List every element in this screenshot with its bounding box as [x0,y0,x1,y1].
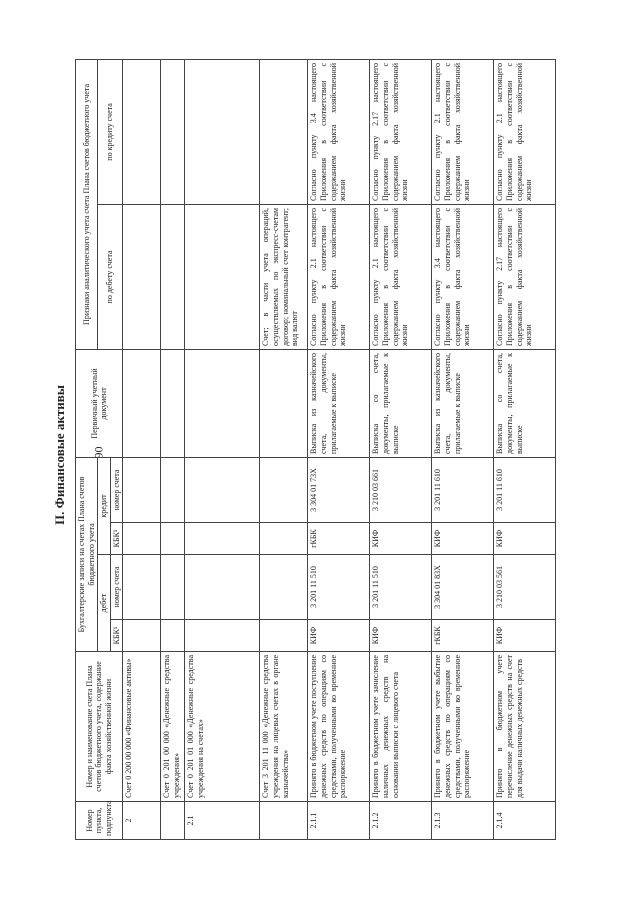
cell-c-kbk [260,523,308,555]
cell-c-kbk [123,523,161,555]
cell-an-d [123,204,161,349]
cell-desc: Счет 3 201 11 000 «Денежные средства учреждения на лицевых счетах в органе казначейства» [260,652,308,802]
cell-c-kbk: КИФ [432,523,494,555]
cell-doc: Выписка из казначейского счета, документы, прилагаемые к выписке [308,349,370,457]
cell-num: 2.1 [185,802,260,840]
cell-d-kbk: КИФ [308,620,370,652]
section-title: II. Финансовые активы [52,385,67,525]
cell-desc: Счет 0 200 00 000 «Финансовые активы» [123,652,161,802]
cell-doc [260,349,308,457]
cell-an-d: Счет; в части учета операций, осуществляемых по экспресс-счетам договор; номинальный счет контрагент; вид валют [260,204,308,349]
cell-an-d: Согласно пункту 2.1 настоящего Приложения в соответствии с содержанием факта хозяйственной жизни [370,204,432,349]
cell-c-acc [260,457,308,522]
cell-d-acc: 3 210 03 561 [494,555,556,620]
cell-an-c [161,59,185,204]
cell-c-acc: 3 210 03 661 [370,457,432,522]
cell-num: 2.1.4 [494,802,556,840]
cell-an-d: Согласно пункту 3.4 настоящего Приложения в соответствии с содержанием факта хозяйственной жизни [432,204,494,349]
cell-desc: Принято в бюджетном учете перечисление денежных средств на счет для выдачи наличных денежных средств [494,652,556,802]
cell-c-acc: 3 304 01 73Х [308,457,370,522]
cell-num: 2 [123,802,161,840]
cell-c-acc: 3 201 11 610 [494,457,556,522]
header-credit: кредит [98,457,111,554]
cell-desc: Принято в бюджетном учете выбытие денежных средств по операциям со средствами, полученными во временное распоряжение [432,652,494,802]
cell-c-kbk [161,523,185,555]
cell-d-acc: 3 201 11 510 [370,555,432,620]
cell-d-acc [161,555,185,620]
cell-an-c: Согласно пункту 2.17 настоящего Приложения в соответствии с содержанием факта хозяйственной жизни [370,59,432,204]
cell-an-c: Согласно пункту 2.1 настоящего Приложения в соответствии с содержанием факта хозяйственной жизни [494,59,556,204]
cell-an-d [185,204,260,349]
header-by-debit: по дебету счета [98,204,123,349]
cell-an-c [123,59,161,204]
header-debit-kbk: КБК¹ [110,620,123,652]
header-account: Номер и наименование счета Плана счетов бюджетного учета, содержание факта хозяйственной жизни [76,652,123,802]
cell-doc [161,349,185,457]
cell-desc: Принято в бюджетном учете поступление денежных средств по операциям со средствами, полученными во временное распоряжение [308,652,370,802]
header-debit-acc: номер счета [110,555,123,620]
cell-doc: Выписка из казначейского счета, документы, прилагаемые к выписке [432,349,494,457]
table-row [260,59,308,839]
cell-d-kbk [185,620,260,652]
cell-d-acc [185,555,260,620]
cell-d-acc [260,555,308,620]
header-credit-acc: номер счета [110,457,123,522]
table-row [308,59,370,839]
header-primary-doc: Первичный учетный документ [76,349,123,457]
cell-doc [185,349,260,457]
cell-c-kbk: КИФ [370,523,432,555]
table-row [370,59,432,839]
cell-an-c: Согласно пункту 3.4 настоящего Приложения в соответствии с содержанием факта хозяйственной жизни [308,59,370,204]
cell-an-d: Согласно пункту 2.17 настоящего Приложения в соответствии с содержанием факта хозяйственной жизни [494,204,556,349]
header-debit: дебет [98,555,111,652]
accounting-table [75,59,556,840]
cell-num: 2.1.3 [432,802,494,840]
cell-c-kbk: гКБК [308,523,370,555]
header-by-credit: по кредиту счета [98,59,123,204]
page-number: 90 [91,446,106,459]
table-row [494,59,556,839]
cell-num: 2.1.1 [308,802,370,840]
cell-c-kbk: КИФ [494,523,556,555]
header-credit-kbk: КБК¹ [110,523,123,555]
cell-desc: Счет 0 201 00 000 «Денежные средства учреждения» [161,652,185,802]
table-row [123,59,161,839]
cell-d-kbk [123,620,161,652]
accounting-table-rotated [75,60,575,840]
cell-d-kbk: КИФ [370,620,432,652]
cell-num: 2.1.2 [370,802,432,840]
header-analytics: Признаки аналитического учета счета Плана счетов бюджетного учета [76,59,98,349]
header-num: Номер пункта, подпункта [76,802,123,840]
cell-c-acc [123,457,161,522]
table-row [161,59,185,839]
cell-c-acc [185,457,260,522]
cell-d-acc [123,555,161,620]
cell-num [161,802,185,840]
cell-d-acc: 3 304 01 83Х [432,555,494,620]
cell-an-d: Согласно пункту 2.1 настоящего Приложения в соответствии с содержанием факта хозяйственной жизни [308,204,370,349]
cell-d-kbk [260,620,308,652]
cell-doc [123,349,161,457]
cell-an-d [161,204,185,349]
table-row [432,59,494,839]
cell-desc: Счет 0 201 01 000 «Денежные средства учреждения на счетах» [185,652,260,802]
cell-num [260,802,308,840]
cell-d-kbk: гКБК [432,620,494,652]
cell-d-acc: 3 201 11 510 [308,555,370,620]
cell-desc: Принято в бюджетном учете зачисление наличных денежных средств на основании выписки с лицевого счета [370,652,432,802]
cell-c-acc [161,457,185,522]
cell-d-kbk: КИФ [494,620,556,652]
cell-doc: Выписка со счета, документы, прилагаемые к выписке [370,349,432,457]
cell-an-c [260,59,308,204]
cell-an-c: Согласно пункту 2.1 настоящего Приложения в соответствии с содержанием факта хозяйственной жизни [432,59,494,204]
header-entries: Бухгалтерские записи на счетах Плана счетов бюджетного учета [76,457,98,651]
cell-c-kbk [185,523,260,555]
cell-an-c [185,59,260,204]
cell-d-kbk [161,620,185,652]
cell-doc: Выписка со счета, документы, прилагаемые к выписке [494,349,556,457]
cell-c-acc: 3 201 11 610 [432,457,494,522]
table-row [185,59,260,839]
